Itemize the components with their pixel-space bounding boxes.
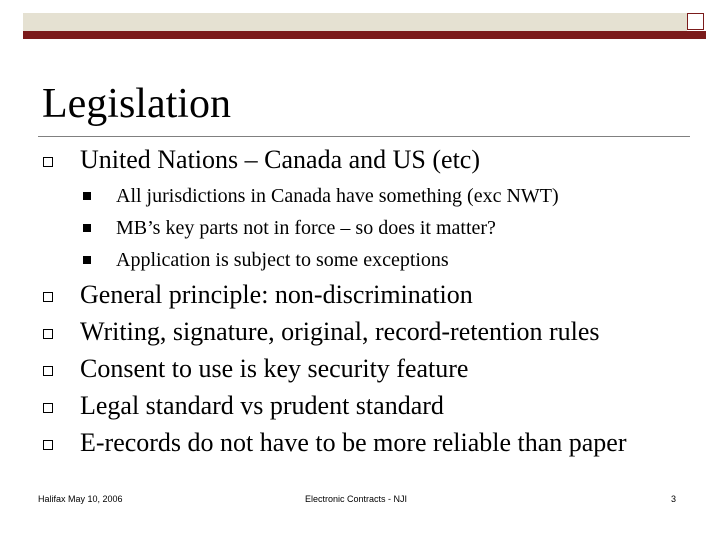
hollow-square-bullet-icon — [43, 440, 53, 450]
hollow-square-bullet-icon — [43, 403, 53, 413]
bullet-item — [80, 145, 480, 175]
filled-square-bullet-icon — [83, 224, 91, 232]
sub-bullet-text: All jurisdictions in Canada have something (exc NWT) — [116, 185, 559, 207]
footer-date: Halifax May 10, 2006 — [38, 494, 123, 504]
bullet-item — [80, 428, 627, 458]
bullet-text: Consent to use is key security feature — [80, 354, 469, 383]
sub-bullet-text: Application is subject to some exceptions — [116, 249, 449, 271]
hollow-square-bullet-icon — [43, 292, 53, 302]
hollow-square-bullet-icon — [43, 366, 53, 376]
sub-bullet-text: MB’s key parts not in force – so does it matter? — [116, 217, 496, 239]
bullet-text: Legal standard vs prudent standard — [80, 391, 444, 420]
sub-bullet-item — [116, 248, 449, 272]
bullet-text: General principle: non-discrimination — [80, 280, 473, 309]
hollow-square-bullet-icon — [43, 157, 53, 167]
bullet-item — [80, 317, 600, 347]
sub-bullet-item — [116, 216, 496, 240]
bullet-item — [80, 280, 473, 310]
slide-title: Legislation — [42, 81, 231, 127]
footer-title: Electronic Contracts - NJI — [305, 494, 408, 504]
bullet-item — [80, 391, 444, 421]
page-number: 3 — [671, 494, 677, 504]
filled-square-bullet-icon — [83, 192, 91, 200]
hollow-square-bullet-icon — [43, 329, 53, 339]
bullet-item — [80, 354, 468, 384]
bullet-text: United Nations – Canada and US (etc) — [80, 145, 481, 174]
filled-square-bullet-icon — [83, 256, 91, 264]
bullet-text: E-records do not have to be more reliable than paper — [80, 428, 627, 457]
bullet-text: Writing, signature, original, record-retention rules — [80, 317, 600, 346]
sub-bullet-item — [116, 184, 559, 208]
